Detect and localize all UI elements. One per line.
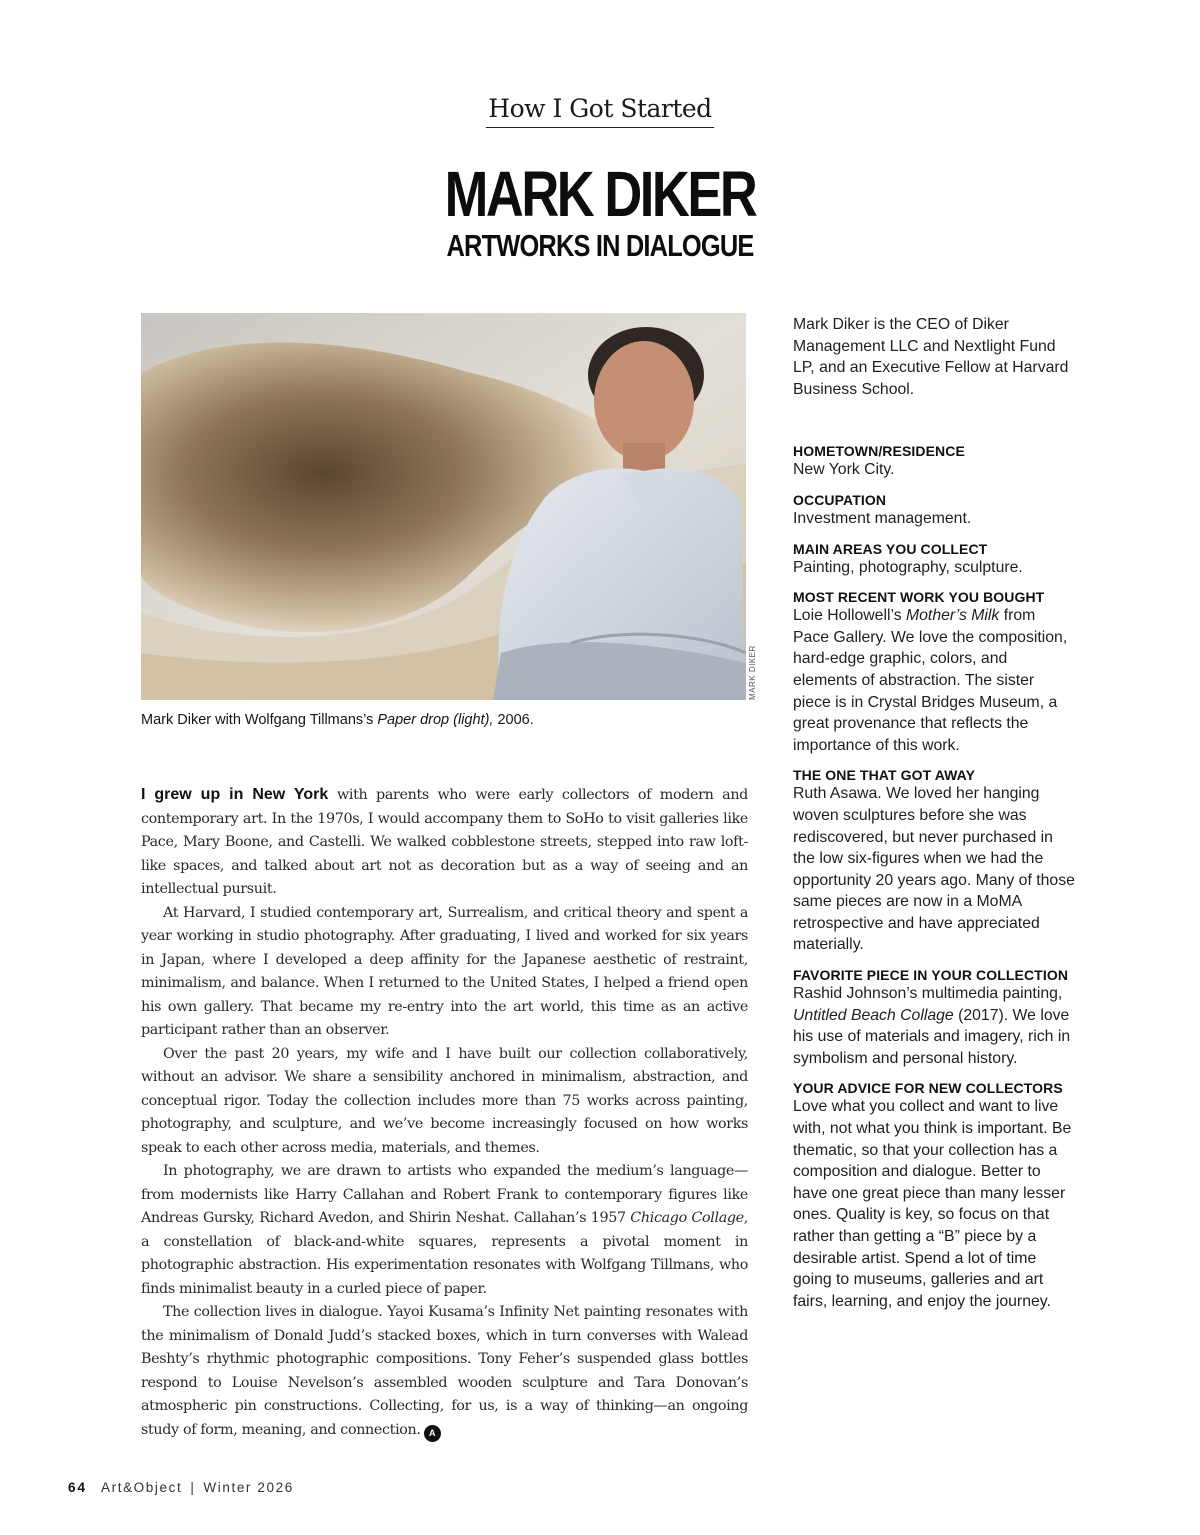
lead-in: I grew up in New York: [141, 786, 329, 803]
footer-separator: |: [190, 1480, 196, 1495]
qa-label: THE ONE THAT GOT AWAY: [793, 767, 976, 784]
qa-label: MAIN AREAS YOU COLLECT: [793, 540, 988, 557]
qa-label: OCCUPATION: [793, 491, 887, 508]
caption-artwork-title: Paper drop (light),: [377, 712, 494, 728]
qa-favorite: [793, 967, 1075, 1069]
end-mark-icon: A: [424, 1425, 441, 1442]
article-body: [141, 783, 748, 1442]
qa-answer: Investment management.: [793, 509, 972, 527]
article-paragraph: At Harvard, I studied contemporary art, Surrealism, and critical theory and spent a year working in studio photography. After graduating, I lived and worked for six years in Japan, where I developed a deep affinity for the Japanese aesthetic of restraint, minimalism, and balance. When I returned to the United States, I helped a friend open his own gallery. That became my re-entry into the art world, this time as an active participant rather than an observer.: [141, 904, 748, 1038]
qa-label: MOST RECENT WORK YOU BOUGHT: [793, 589, 1045, 606]
article-paragraph: Over the past 20 years, my wife and I have built our collection collaboratively, without an advisor. We share a sensibility anchored in minimalism, abstraction, and conceptual rigor. Today the collection includes more than 75 works across painting, photography, and sculpture, and we’ve become increasingly focused on how works speak to each other across media, materials, and themes.: [141, 1045, 748, 1156]
qa-answer: Love what you collect and want to live with, not what you think is important. Be thematic, so that your collection has a composition and dialogue. Better to have one great piece than many lesser ones. Quality is key, so focus on that rather than getting a “B” piece by a desirable artist. Spend a lot of time going to museums, galleries and art fairs, learning, and enjoy the journey.: [793, 1098, 1072, 1310]
caption-text: Mark Diker with Wolfgang Tillmans’s: [141, 712, 378, 728]
sidebar: [793, 314, 1075, 1323]
kicker-text: How I Got Started: [486, 94, 713, 128]
qa-answer: Loie Hollowell’s Mother’s Milk from Pace Gallery. We love the composition, hard-edge graphic, colors, and elements of abstraction. The sister piece is in Crystal Bridges Museum, a great provenance that reflects the importance of this work.: [793, 607, 1068, 754]
article-paragraph: The collection lives in dialogue. Yayoi Kusama’s Infinity Net painting resonates with the minimalism of Donald Judd’s stacked boxes, which in turn converses with Walead Beshty’s rhythmic photographic compositions. Tony Feher’s suspended glass bottles respond to Louise Nevelson’s assembled wooden sculpture and Tara Donovan’s atmospheric pin constructions. Collecting, for us, is a way of thinking—an ongoing study of form, meaning, and connection. A: [141, 1301, 748, 1442]
qa-label: FAVORITE PIECE IN YOUR COLLECTION: [793, 967, 1069, 984]
page-footer: [68, 1480, 294, 1495]
page-number: 64: [68, 1480, 88, 1495]
section-kicker: [0, 94, 1200, 128]
article-paragraph: In photography, we are drawn to artists who expanded the medium’s language—from modernists like Harry Callahan and Robert Frank to contemporary figures like Andreas Gursky, Richard Avedon, and Shirin Neshat. Callahan’s 1957 Chicago Collage, a constellation of black-and-white squares, represents a pivotal moment in photographic abstraction. His experimentation resonates with Wolfgang Tillmans, who finds minimalist beauty in a curled piece of paper.: [141, 1163, 748, 1297]
qa-label: YOUR ADVICE FOR NEW COLLECTORS: [793, 1080, 1063, 1097]
qa-got-away: [793, 767, 1075, 956]
qa-answer: Ruth Asawa. We loved her hanging woven sculptures before she was rediscovered, but never purchased in the low six-figures when we had the opportunity 20 years ago. Many of those same pieces are now in a MoMA retrospective and have appreciated materially.: [793, 785, 1075, 954]
qa-answer: New York City.: [793, 461, 895, 479]
sidebar-intro: Mark Diker is the CEO of Diker Management LLC and Nextlight Fund LP, and an Executive Fellow at Harvard Business School.: [793, 316, 1069, 398]
caption-year: 2006.: [493, 712, 534, 728]
issue-date: Winter 2026: [203, 1480, 294, 1495]
article-paragraph: I grew up in New York with parents who were early collectors of modern and contemporary art. In the 1970s, I would accompany them to SoHo to visit galleries like Pace, Mary Boone, and Castelli. We walked cobblestone streets, stepped into raw loft-like spaces, and talked about art not as decoration but as a way of seeing and an intellectual pursuit.: [141, 786, 748, 897]
qa-answer: Painting, photography, sculpture.: [793, 558, 1023, 576]
qa-occupation: [793, 492, 1075, 530]
qa-areas: [793, 541, 1075, 579]
article-subtitle: ARTWORKS IN DIALOGUE: [446, 228, 754, 263]
publication-name: Art&Object: [101, 1480, 183, 1495]
photo-credit: MARK DIKER: [748, 645, 757, 700]
photo-illustration: [141, 313, 746, 700]
portrait-photo: [141, 313, 746, 700]
qa-hometown: [793, 443, 1075, 481]
qa-recent: [793, 589, 1075, 756]
qa-answer: Rashid Johnson’s multimedia painting, Untitled Beach Collage (2017). We love his use of materials and imagery, rich in symbolism and personal history.: [793, 985, 1071, 1067]
qa-label: HOMETOWN/RESIDENCE: [793, 443, 965, 460]
photo-caption: [141, 712, 751, 728]
qa-advice: [793, 1080, 1075, 1312]
article-title: MARK DIKER: [444, 158, 756, 230]
